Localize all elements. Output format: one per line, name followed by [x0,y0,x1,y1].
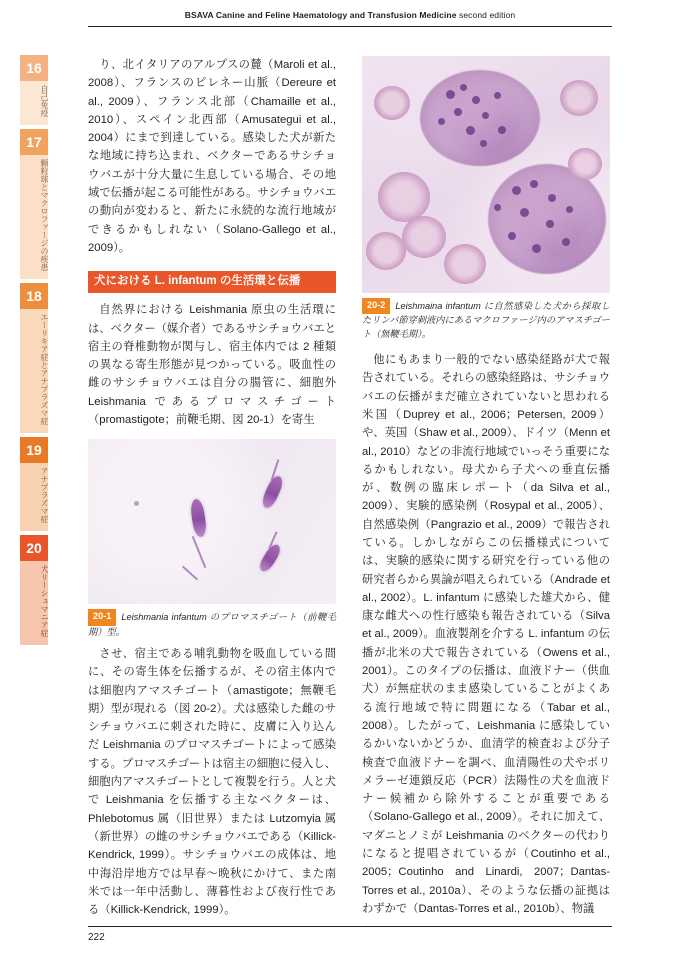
running-head [0,10,700,20]
running-head-edition: second edition [459,10,516,20]
left-paragraph-3: させ、宿主である哺乳動物を吸血している間に、その寄生体を伝播するが、その宿主体内では細胞内アマスチゴート（amastigote；無鞭毛期）型が現れる（図 20-2）。犬は感染した雌のサシチョウバエに刺された時に、皮膚に入り込んだ Leishmania のプロマスチゴートによって感染する。プロマスチゴートは宿主の細胞に侵入し、細胞内アマスチゴートとして複製を行う。人と犬で Leishmania を伝播する主なベクターは、Phlebotomus 属（旧世界）または Lutzomyia 属（新世界）の雌のサシチョウバエである（Killick-Kendrick, 1999）。サシチョウバエの成体は、地中海沿岸地方では早春～晩秋にかけて、また南米では一年中活動し、薄暮性および夜行性である（Killick-Kendrick, 1999）。 [88,647,336,917]
figure-20-2-label: 20-2 [362,298,390,314]
running-head-title: BSAVA Canine and Feline Haematology and Transfusion Medicine [184,10,457,20]
thumb-tab-19-label: アナプラズマ症 [20,463,48,531]
left-paragraph-1: り、北イタリアのアルプスの麓（Maroli et al., 2008）、フランスのピレネー山脈（Dereure et al., 2009）、フランス北部（Chamaille et al., 2010）、スペイン北西部（Amusategui et al., 2004）にまで到達している。感染した犬が新たな地域に持ち込まれ、ベクターであるサシチョウバエが十分大量に生息している場合、その地域で伝播が起こる可能性がある。サシチョウバエの動向が変わると、新たに永続的な流行地域ができるかもしれない（Solano-Gallego et al., 2009）。 [88,59,336,254]
left-paragraph-2: 自然界における Leishmania 原虫の生活環には、ベクター（媒介者）であるサシチョウバエと宿主の脊椎動物が関与し、宿主体内では 2 種類の異なる寄生形態が見つかっている。吸血性の雌のサシチョウバエは自分の腸管に、細胞外 Leishmania であるプロマスチゴート（promastigote；前鞭毛期、図 20-1）を寄生 [88,304,336,426]
thumb-tab-17-number: 17 [20,129,48,155]
thumb-tab-18[interactable] [20,283,48,433]
figure-20-1-caption-text: Leishmania infantum のプロマスチゴート（前鞭毛期）型。 [88,612,336,637]
thumb-tab-17-label: 顆粒球とマクロファージの疾患 [20,155,48,279]
section-heading: 犬における L. infantum の生活環と伝播 [88,271,336,293]
thumb-tab-18-number: 18 [20,283,48,309]
thumb-tab-20[interactable] [20,535,48,645]
page-number: 222 [88,932,105,943]
figure-20-2-caption [362,298,610,341]
figure-20-2 [362,56,610,341]
thumb-tab-index [20,55,48,649]
right-text-column [362,56,610,918]
figure-20-1-caption [88,609,336,639]
thumb-tab-16[interactable] [20,55,48,125]
thumb-tab-18-label: エーリキア症とアナプラズマ症 [20,309,48,433]
thumb-tab-19[interactable] [20,437,48,531]
figure-20-2-image [362,56,610,293]
figure-20-1 [88,439,336,639]
left-text-column [88,56,336,919]
figure-20-2-caption-text: Leishmaina infantum に自然感染した犬から採取したリンパ節穿刺液内にあるマクロファージ内のアマスチゴート（無鞭毛期）。 [362,301,610,339]
right-paragraph-1: 他にもあまり一般的でない感染経路が犬で報告されている。それらの感染経路は、サシチョウバエの伝播がまだ確立されていないと思われる米国（Duprey et al., 2006；Petersen, 2009）や、英国（Shaw et al., 2009）、ドイツ（Menn et al., 2010）などの非流行地域でいっそう重要になるかもしれない。母犬から子犬への垂直伝播が、数例の臨床レポート（da Silva et al., 2009）、実験的感染例（Rosypal et al., 2005）、自然感染例（Pangrazio et al., 2009）で報告されている。しかしながらこの伝播様式については、実験的感染に関する研究を行っている他の研究者らから異論が唱えられている（Andrade et al., 2002）。L. infantum に感染した雄犬から、健康な雌犬への性行感染も報告されている（Silva et al., 2009）。血液製剤を介する L. infantum の伝播が北米の犬で報告されている（Owens et al., 2001）。このタイプの伝播は、血液ドナー（供血犬）が無症状のまま感染していることがよくある流行地域で特に問題になる（Tabar et al., 2008）。したがって、Leishmania に感染しているかいないかどうか、血清学的検査および分子検査で血液ドナーを調べ、血清陽性の犬やポリメラーゼ連鎖反応（PCR）法陽性の犬を血液ドナー候補から除外することが重要である（Solano-Gallego et al., 2009）。それに加えて、マダニとノミが Leishmania のベクターの代わりになると提唱されているが（Coutinho et al., 2005；Coutinho and Linardi, 2007；Dantas-Torres et al., 2010a）、そのような伝播の証拠はわずかで（Dantas-Torres et al., 2010b）、物議 [362,354,610,915]
footer-divider [88,926,612,927]
thumb-tab-17[interactable] [20,129,48,279]
thumb-tab-19-number: 19 [20,437,48,463]
figure-20-1-label: 20-1 [88,609,116,625]
thumb-tab-20-label: 犬リーシュマニア症 [20,561,48,645]
thumb-tab-20-number: 20 [20,535,48,561]
header-divider [88,26,612,27]
thumb-tab-16-label: 自己免疫 [20,81,48,125]
thumb-tab-16-number: 16 [20,55,48,81]
figure-20-1-image [88,439,336,604]
